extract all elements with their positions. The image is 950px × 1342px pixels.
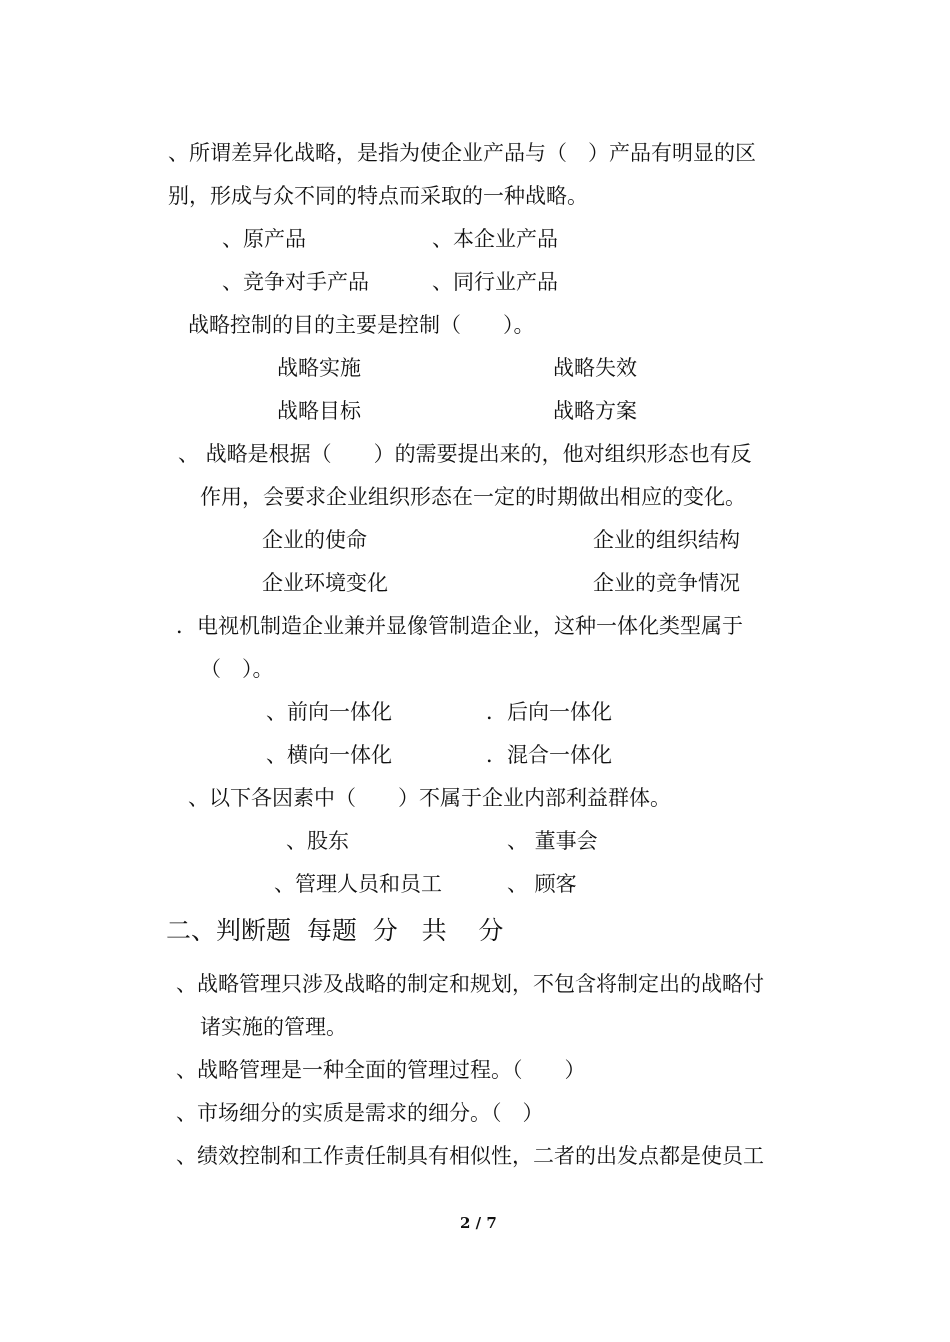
q3-option-d: 企业的竞争情况 (593, 571, 740, 595)
tf-item1-line2: 诸实施的管理。 (200, 1015, 347, 1039)
q5-text-line1: 、以下各因素中（ ）不属于企业内部利益群体。 (188, 786, 671, 810)
q2-option-c: 战略目标 (277, 399, 361, 423)
q2-option-d: 战略方案 (553, 399, 637, 423)
tf-item2: 、战略管理是一种全面的管理过程。（ ） (176, 1058, 586, 1082)
q4-option-a: 、前向一体化 (266, 700, 392, 724)
q3-option-b: 企业的组织结构 (593, 528, 740, 552)
q1-text-line1: 、所谓差异化战略，是指为使企业产品与（ ）产品有明显的区 (168, 141, 756, 165)
tf-item4: 、绩效控制和工作责任制具有相似性，二者的出发点都是使员工 (176, 1144, 764, 1168)
q3-option-a: 企业的使命 (262, 528, 367, 552)
q2-text-line1: 战略控制的目的主要是控制（ ）。 (188, 313, 535, 337)
q4-option-c: 、横向一体化 (266, 743, 392, 767)
section-heading-true-false: 二、判断题 每题 分 共 分 (166, 916, 504, 945)
q1-option-a: 、原产品 (222, 227, 306, 251)
page-number: 2 / 7 (460, 1214, 497, 1232)
q3-option-c: 企业环境变化 (262, 571, 388, 595)
q4-option-b: ．后向一体化 (486, 700, 612, 724)
q4-text-line2: （ ）。 (200, 657, 274, 681)
q1-option-c: 、竞争对手产品 (222, 270, 369, 294)
q5-option-b: 、 董事会 (507, 829, 598, 853)
q1-option-b: 、本企业产品 (432, 227, 558, 251)
tf-item1-line1: 、战略管理只涉及战略的制定和规划，不包含将制定出的战略付 (176, 972, 764, 996)
q2-option-a: 战略实施 (277, 356, 361, 380)
q1-option-d: 、同行业产品 (432, 270, 558, 294)
tf-item3: 、市场细分的实质是需求的细分。（ ） (176, 1101, 544, 1125)
q3-text-line2: 作用，会要求企业组织形态在一定的时期做出相应的变化。 (200, 485, 746, 509)
q5-option-a: 、股东 (286, 829, 349, 853)
q4-text-line1: ．电视机制造企业兼并显像管制造企业，这种一体化类型属于 (176, 614, 743, 638)
q1-text-line2: 别，形成与众不同的特点而采取的一种战略。 (168, 184, 588, 208)
q3-text-line1: 、 战略是根据（ ）的需要提出来的，他对组织形态也有反 (178, 442, 752, 466)
q5-option-d: 、 顾客 (507, 872, 577, 896)
q4-option-d: ．混合一体化 (486, 743, 612, 767)
q2-option-b: 战略失效 (553, 356, 637, 380)
q5-option-c: 、管理人员和员工 (274, 872, 442, 896)
